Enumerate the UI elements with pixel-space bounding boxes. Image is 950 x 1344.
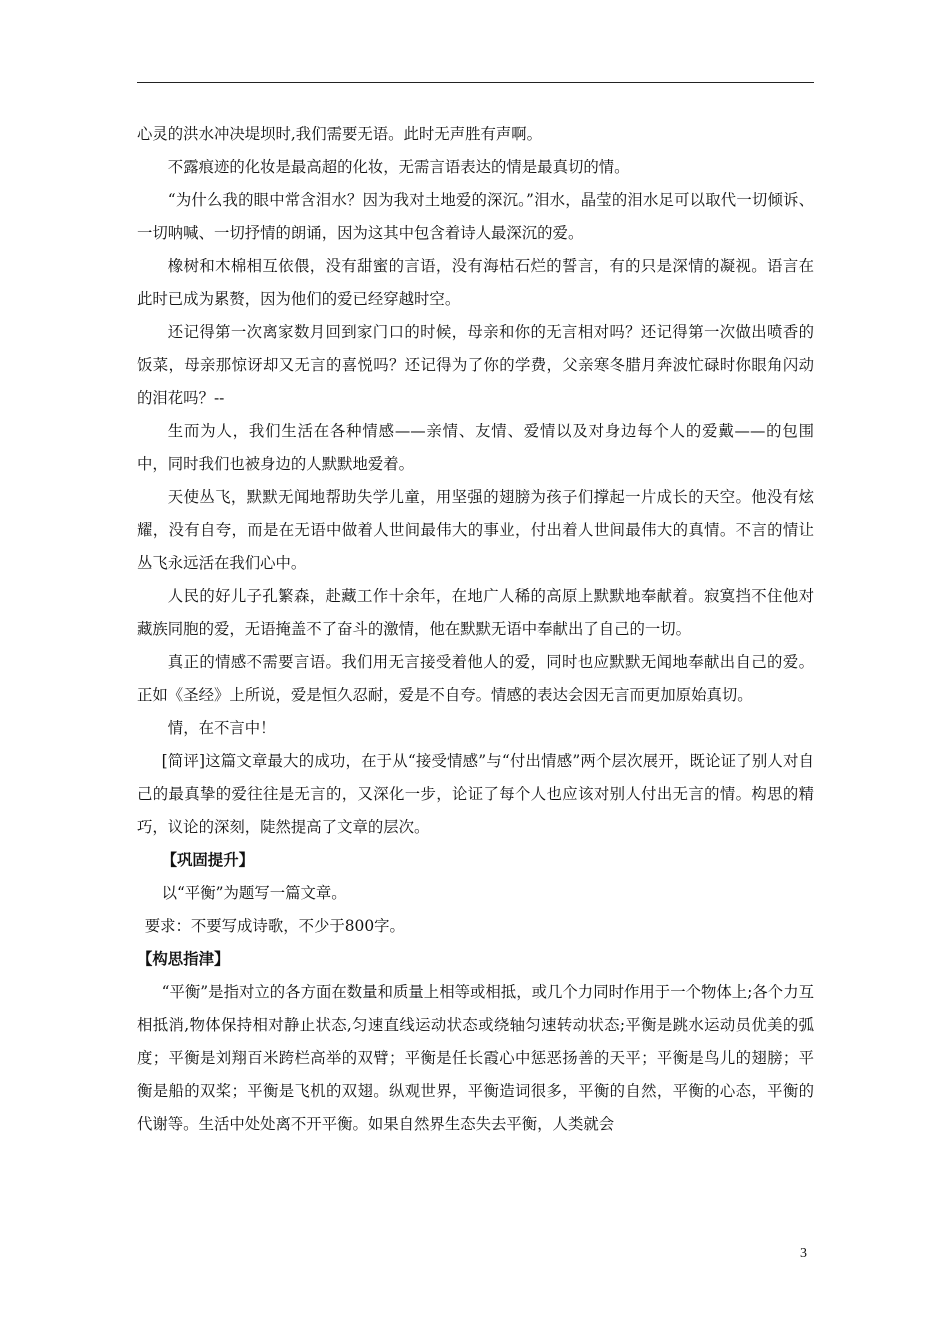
paragraph-8: 人民的好儿子孔繁森，赴藏工作十余年，在地广人稀的高原上默默地奉献着。寂寞挡不住他对藏族同胞的爱，无语掩盖不了奋斗的激情，他在默默无语中奉献出了自己的一切。 xyxy=(137,587,814,638)
paragraph-3: “为什么我的眼中常含泪水？因为我对土地爱的深沉。”泪水，晶莹的泪水足可以取代一切倾诉、一切呐喊、一切抒情的朗诵，因为这其中包含着诗人最深沉的爱。 xyxy=(137,191,814,242)
task-text: 以“平衡”为题写一篇文章。 xyxy=(161,884,347,902)
paragraph-10: 情，在不言中！ xyxy=(167,719,276,737)
requirement-text: 要求：不要写成诗歌，不少于800字。 xyxy=(144,917,405,935)
paragraph-2: 不露痕迹的化妆是最高超的化妆，无需言语表达的情是最真切的情。 xyxy=(167,158,630,176)
review-paragraph: [简评]这篇文章最大的成功，在于从“接受情感”与“付出情感”两个层次展开，既论证了别人对自己的最真挚的爱往往是无言的，又深化一步，论证了每个人也应该对别人付出无言的情。构思的精巧，议论的深刻，陡然提高了文章的层次。 xyxy=(137,752,814,836)
paragraph-4: 橡树和木棉相互依偎，没有甜蜜的言语，没有海枯石烂的誓言，有的只是深情的凝视。语言在此时已成为累赘，因为他们的爱已经穿越时空。 xyxy=(137,257,814,308)
document-body xyxy=(137,118,814,1141)
paragraph-5: 还记得第一次离家数月回到家门口的时候，母亲和你的无言相对吗？还记得第一次做出喷香的饭菜，母亲那惊讶却又无言的喜悦吗？还记得为了你的学费，父亲寒冬腊月奔波忙碌时你眼角闪动的泪花吗？-- xyxy=(137,323,814,407)
guide-heading: 【构思指津】 xyxy=(137,950,230,968)
paragraph-6: 生而为人，我们生活在各种情感——亲情、友情、爱情以及对身边每个人的爱戴——的包围中，同时我们也被身边的人默默地爱着。 xyxy=(137,422,814,473)
paragraph-1: 心灵的洪水冲决堤坝时,我们需要无语。此时无声胜有声啊。 xyxy=(137,125,543,143)
guide-paragraph: “平衡”是指对立的各方面在数量和质量上相等或相抵，或几个力同时作用于一个物体上;各个力互相抵消,物体保持相对静止状态,匀速直线运动状态或绕轴匀速转动状态;平衡是跳水运动员优美的弧度；平衡是刘翔百米跨栏高举的双臂；平衡是任长霞心中惩恶扬善的天平；平衡是鸟儿的翅膀；平衡是船的双桨；平衡是飞机的双翅。纵观世界，平衡造词很多，平衡的自然，平衡的心态，平衡的代谢等。生活中处处离不开平衡。如果自然界生态失去平衡，人类就会 xyxy=(137,983,814,1133)
page-number: 3 xyxy=(800,1246,807,1261)
consolidate-heading: 【巩固提升】 xyxy=(161,851,254,869)
paragraph-9: 真正的情感不需要言语。我们用无言接受着他人的爱，同时也应默默无闻地奉献出自己的爱。正如《圣经》上所说，爱是恒久忍耐，爱是不自夸。情感的表达会因无言而更加原始真切。 xyxy=(137,653,814,704)
header-rule xyxy=(137,82,814,83)
paragraph-7: 天使丛飞，默默无闻地帮助失学儿童，用坚强的翅膀为孩子们撑起一片成长的天空。他没有炫耀，没有自夸，而是在无语中做着人世间最伟大的事业，付出着人世间最伟大的真情。不言的情让丛飞永远活在我们心中。 xyxy=(137,488,814,572)
